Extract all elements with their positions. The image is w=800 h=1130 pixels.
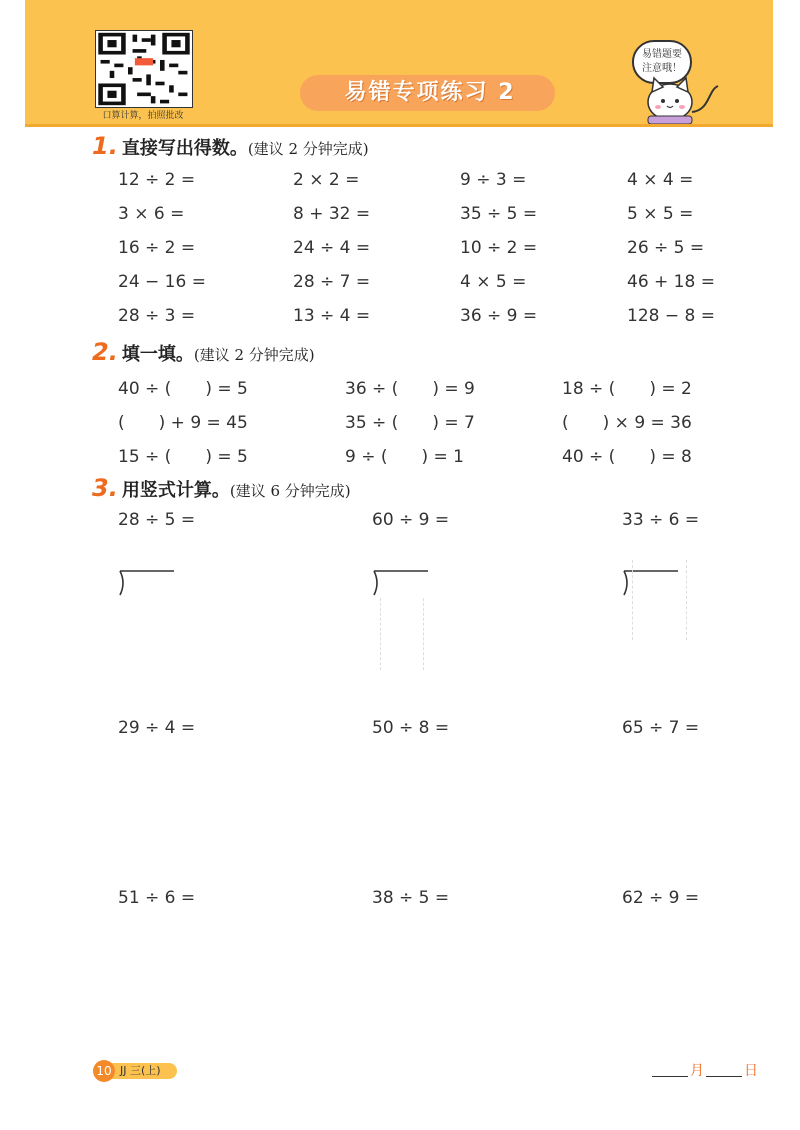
- s2-problem[interactable]: 40 ÷ ( ) = 8: [562, 447, 692, 467]
- s1-problem[interactable]: 10 ÷ 2 =: [460, 238, 538, 258]
- day-blank[interactable]: [706, 1076, 742, 1077]
- s3-problem[interactable]: 38 ÷ 5 =: [372, 888, 450, 908]
- s3-problem[interactable]: 28 ÷ 5 =: [118, 510, 196, 530]
- s3-problem[interactable]: 65 ÷ 7 =: [622, 718, 700, 738]
- s1-problem[interactable]: 9 ÷ 3 =: [460, 170, 527, 190]
- s1-problem[interactable]: 35 ÷ 5 =: [460, 204, 538, 224]
- bubble-line-2: 注意哦！: [642, 63, 682, 74]
- section-1-heading: 直接写出得数。: [121, 138, 248, 159]
- s1-problem[interactable]: 3 × 6 =: [118, 204, 185, 224]
- s3-problem[interactable]: 50 ÷ 8 =: [372, 718, 450, 738]
- s2-problem[interactable]: ( ) × 9 = 36: [562, 413, 692, 433]
- s3-problem[interactable]: 51 ÷ 6 =: [118, 888, 196, 908]
- s1-problem[interactable]: 36 ÷ 9 =: [460, 306, 538, 326]
- s2-problem[interactable]: 40 ÷ ( ) = 5: [118, 379, 248, 399]
- s1-problem[interactable]: 4 × 5 =: [460, 272, 527, 292]
- s2-problem[interactable]: 36 ÷ ( ) = 9: [345, 379, 475, 399]
- grade-label: JJ 三(上): [120, 1064, 161, 1077]
- guide-line: [423, 598, 424, 670]
- section-3-hint: (建议 6 分钟完成): [229, 482, 351, 500]
- s3-problem[interactable]: 29 ÷ 4 =: [118, 718, 196, 738]
- s1-problem[interactable]: 28 ÷ 7 =: [293, 272, 371, 292]
- s3-problem[interactable]: 60 ÷ 9 =: [372, 510, 450, 530]
- section-2-hint: (建议 2 分钟完成): [193, 346, 315, 364]
- day-label: 日: [744, 1063, 758, 1079]
- bubble-line-1: 易错题要: [642, 49, 682, 60]
- s3-problem[interactable]: 62 ÷ 9 =: [622, 888, 700, 908]
- section-2-title: [92, 338, 315, 366]
- section-3-number: 3.: [92, 474, 118, 502]
- s1-problem[interactable]: 2 × 2 =: [293, 170, 360, 190]
- s1-problem[interactable]: 4 × 4 =: [627, 170, 694, 190]
- s1-problem[interactable]: 12 ÷ 2 =: [118, 170, 196, 190]
- section-3-heading: 用竖式计算。: [121, 480, 230, 501]
- page-title-text: 易错专项练习: [344, 80, 489, 105]
- s1-problem[interactable]: 128 − 8 =: [627, 306, 715, 326]
- s2-problem[interactable]: 15 ÷ ( ) = 5: [118, 447, 248, 467]
- s1-problem[interactable]: 46 + 18 =: [627, 272, 715, 292]
- s1-problem[interactable]: 5 × 5 =: [627, 204, 694, 224]
- section-3-title: [92, 474, 351, 502]
- s1-problem[interactable]: 28 ÷ 3 =: [118, 306, 196, 326]
- qr-caption: 口算计算，拍照批改: [102, 111, 184, 121]
- guide-line: [380, 598, 381, 670]
- s2-problem[interactable]: 9 ÷ ( ) = 1: [345, 447, 464, 467]
- s1-problem[interactable]: 13 ÷ 4 =: [293, 306, 371, 326]
- s2-problem[interactable]: 35 ÷ ( ) = 7: [345, 413, 475, 433]
- s1-problem[interactable]: 26 ÷ 5 =: [627, 238, 705, 258]
- page-number: 10: [93, 1060, 115, 1082]
- s1-problem[interactable]: 8 + 32 =: [293, 204, 371, 224]
- s1-problem[interactable]: 24 − 16 =: [118, 272, 206, 292]
- page-title: [305, 78, 555, 108]
- section-2-number: 2.: [92, 338, 118, 366]
- section-1-number: 1.: [92, 132, 118, 160]
- division-bracket-icon: [118, 568, 174, 598]
- s2-problem[interactable]: ( ) + 9 = 45: [118, 413, 248, 433]
- section-1-hint: (建议 2 分钟完成): [247, 140, 369, 158]
- guide-line: [632, 560, 633, 640]
- division-bracket-icon: [622, 568, 678, 598]
- s3-problem[interactable]: 33 ÷ 6 =: [622, 510, 700, 530]
- cat-mascot-icon: [630, 72, 730, 124]
- page-title-number: 2: [498, 80, 516, 105]
- s1-problem[interactable]: 24 ÷ 4 =: [293, 238, 371, 258]
- qr-code[interactable]: [95, 30, 193, 108]
- division-bracket-icon: [372, 568, 428, 598]
- guide-line: [686, 560, 687, 640]
- s1-problem[interactable]: 16 ÷ 2 =: [118, 238, 196, 258]
- section-2-heading: 填一填。: [121, 344, 194, 365]
- month-label: 月: [690, 1063, 704, 1079]
- s2-problem[interactable]: 18 ÷ ( ) = 2: [562, 379, 692, 399]
- month-blank[interactable]: [652, 1076, 688, 1077]
- section-1-title: [92, 132, 369, 160]
